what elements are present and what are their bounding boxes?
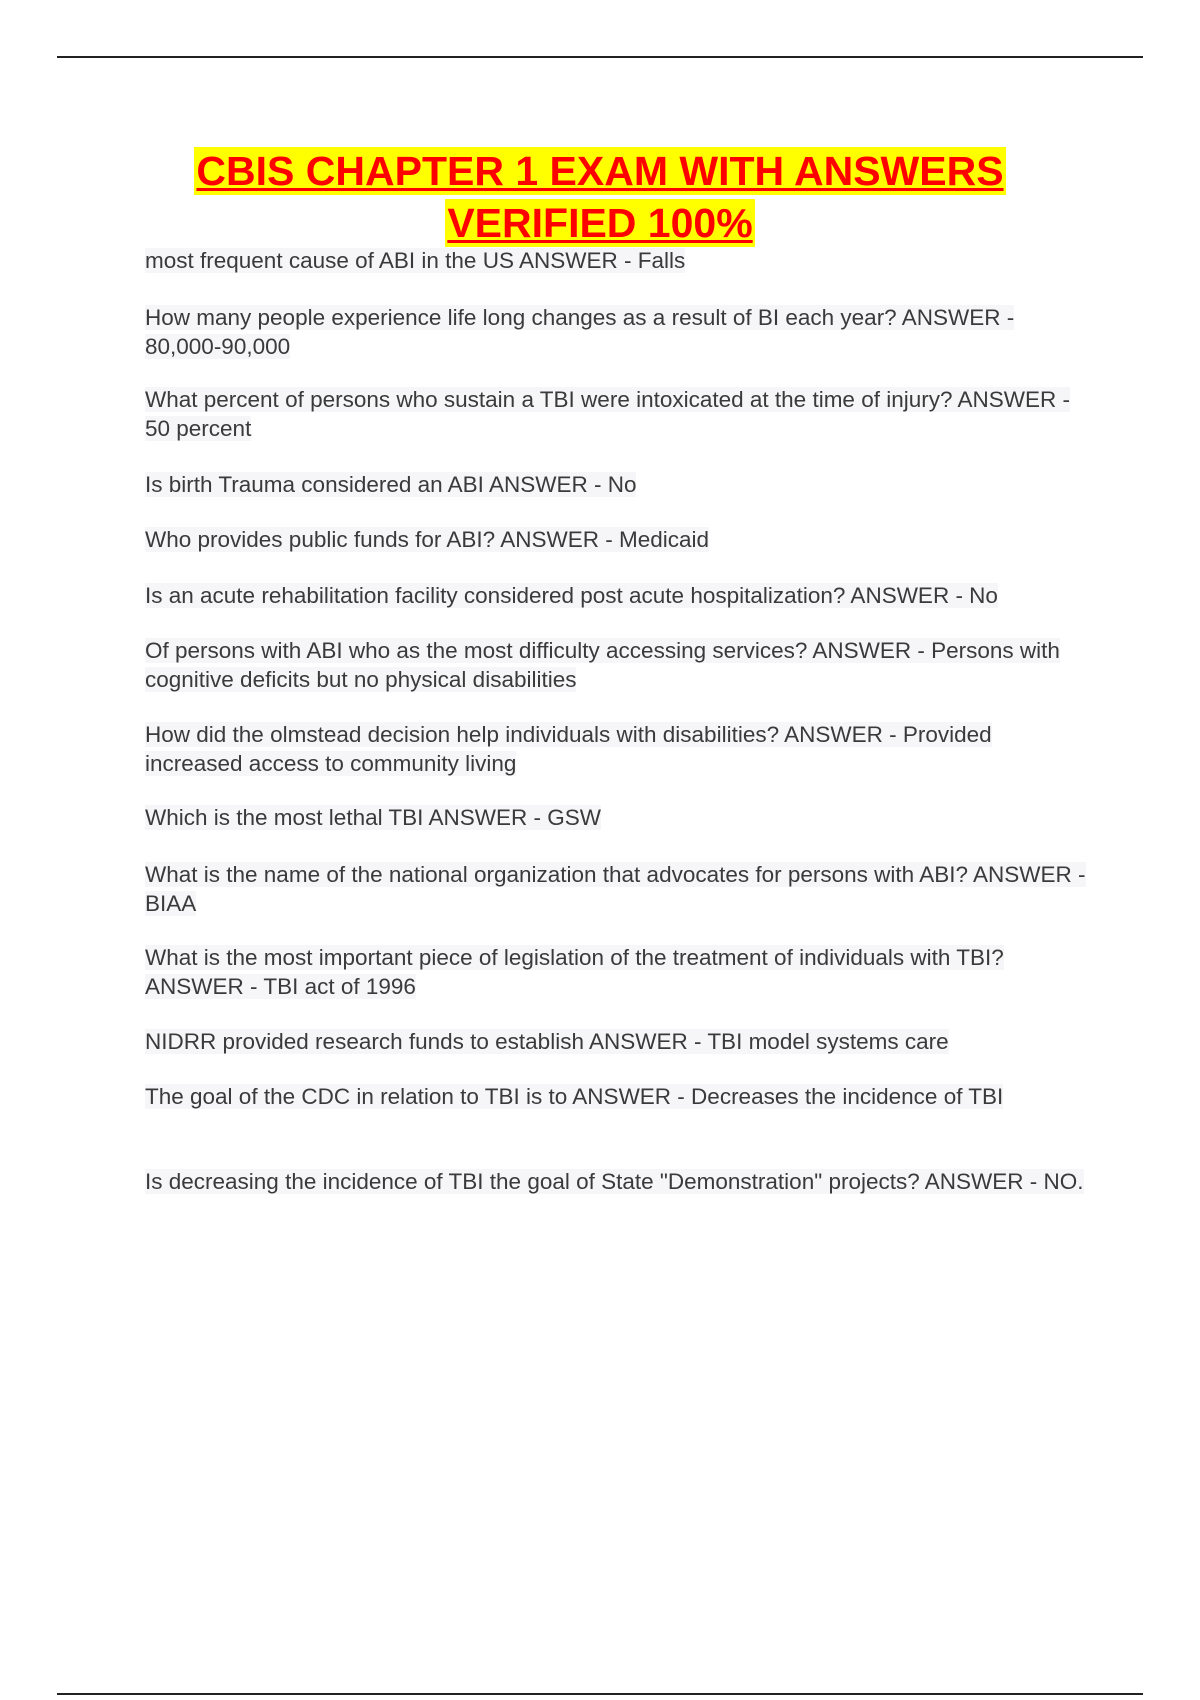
qa-item-12: NIDRR provided research funds to establish ANSWER - TBI model systems care bbox=[145, 1029, 949, 1054]
qa-item-10: What is the name of the national organization that advocates for persons with ABI? ANSWER - BIAA bbox=[145, 862, 1086, 916]
title-line-2: VERIFIED 100% bbox=[447, 200, 753, 246]
qa-item-11: What is the most important piece of legislation of the treatment of individuals with TBI? ANSWER - TBI act of 1996 bbox=[145, 945, 1004, 999]
header-rule bbox=[57, 56, 1143, 58]
qa-item-7: Of persons with ABI who as the most difficulty accessing services? ANSWER - Persons with cognitive deficits but no physical disabilities bbox=[145, 638, 1060, 692]
document-title bbox=[0, 147, 1200, 247]
title-line-1: CBIS CHAPTER 1 EXAM WITH ANSWERS bbox=[196, 148, 1004, 194]
qa-item-13: The goal of the CDC in relation to TBI is to ANSWER - Decreases the incidence of TBI bbox=[145, 1084, 1004, 1109]
qa-item-8: How did the olmstead decision help individuals with disabilities? ANSWER - Provided increased access to community living bbox=[145, 722, 992, 776]
qa-item-5: Who provides public funds for ABI? ANSWER - Medicaid bbox=[145, 527, 709, 552]
qa-item-14: Is decreasing the incidence of TBI the goal of State "Demonstration" projects? ANSWER - NO. bbox=[145, 1169, 1084, 1194]
qa-item-4: Is birth Trauma considered an ABI ANSWER - No bbox=[145, 472, 637, 497]
qa-item-1: most frequent cause of ABI in the US ANSWER - Falls bbox=[145, 248, 686, 273]
qa-item-9: Which is the most lethal TBI ANSWER - GSW bbox=[145, 805, 601, 830]
qa-item-6: Is an acute rehabilitation facility considered post acute hospitalization? ANSWER - No bbox=[145, 583, 998, 608]
qa-item-3: What percent of persons who sustain a TBI were intoxicated at the time of injury? ANSWER - 50 percent bbox=[145, 387, 1071, 441]
footer-rule bbox=[57, 1693, 1143, 1695]
qa-item-2: How many people experience life long changes as a result of BI each year? ANSWER - 80,000-90,000 bbox=[145, 305, 1015, 359]
